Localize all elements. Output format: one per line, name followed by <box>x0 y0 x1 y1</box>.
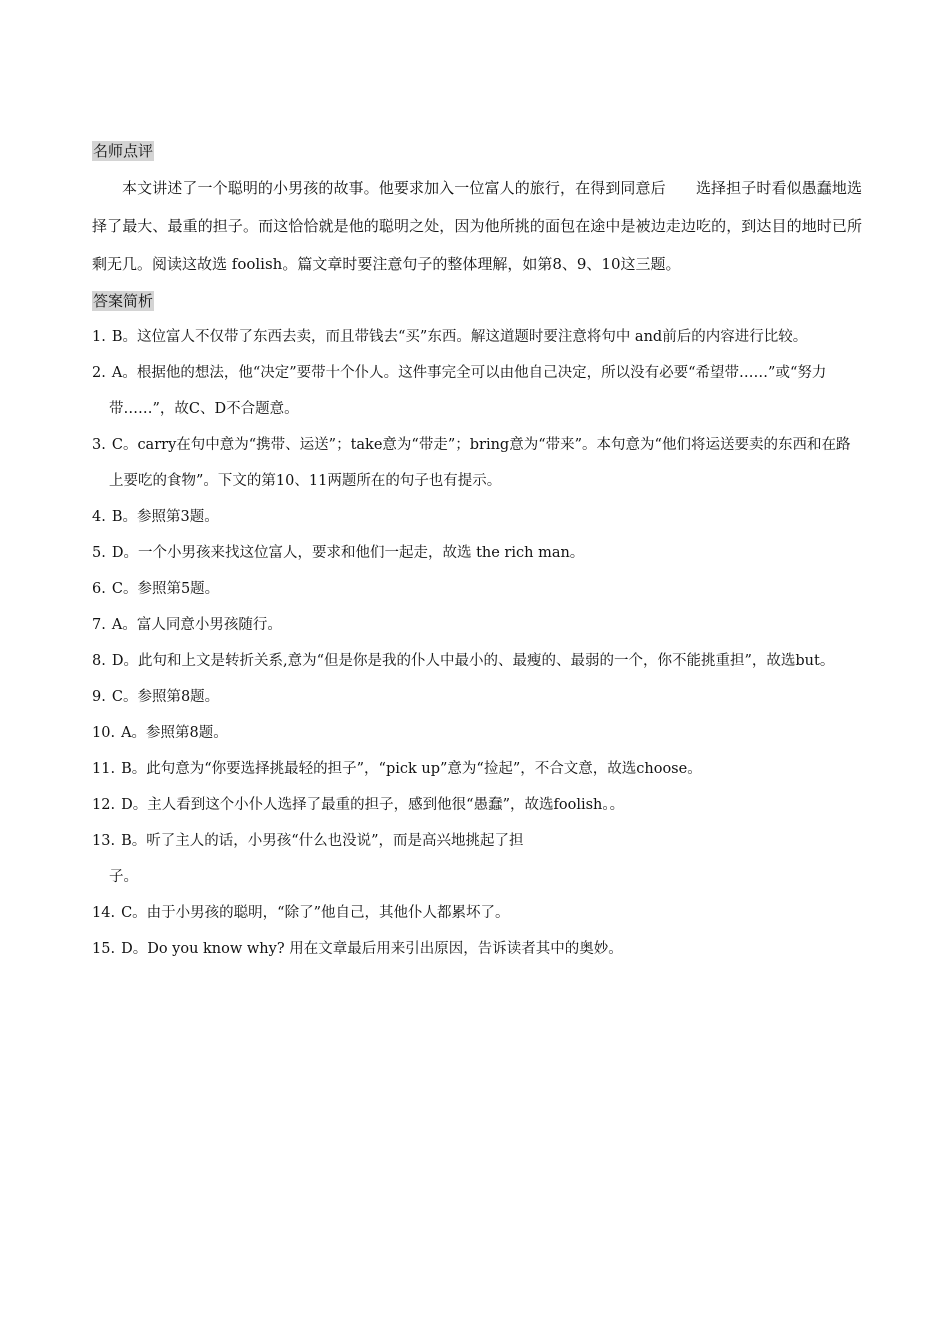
answer-number: 9. <box>92 689 106 705</box>
review-heading-row <box>92 133 862 169</box>
answer-item <box>92 787 862 823</box>
answer-number: 4. <box>92 509 106 525</box>
answer-number: 12. <box>92 797 116 813</box>
answer-item <box>92 499 862 535</box>
answer-number: 1. <box>92 329 106 345</box>
answer-text: C。参照第5题。 <box>111 581 220 597</box>
answer-item <box>92 715 862 751</box>
answer-number: 13. <box>92 833 116 849</box>
answer-text: B。听了主人的话，小男孩“什么也没说”，而是高兴地挑起了担 子。 <box>109 833 524 885</box>
answer-number: 3. <box>92 437 106 453</box>
answer-item <box>92 607 862 643</box>
answer-number: 6. <box>92 581 106 597</box>
answer-number: 5. <box>92 545 106 561</box>
answer-number: 7. <box>92 617 106 633</box>
answer-text: D。Do you know why? 用在文章最后用来引出原因，告诉读者其中的奥妙。 <box>121 941 623 957</box>
answer-item <box>92 751 862 787</box>
answer-number: 2. <box>92 365 106 381</box>
answer-text: D。主人看到这个小仆人选择了最重的担子，感到他很“愚蠢”，故选foolish。。 <box>121 797 625 813</box>
answer-number: 15. <box>92 941 116 957</box>
review-paragraph: 本文讲述了一个聪明的小男孩的故事。他要求加入一位富人的旅行，在得到同意后 选择担子时看似愚蠢地选择了最大、最重的担子。而这恰恰就是他的聪明之处，因为他所挑的面包在途中是被边走边吃的，到达目的地时已所剩无几。阅读这故选 foolish。篇文章时要注意句子的整体理解，如第8、9、10这三题。 <box>92 179 862 273</box>
answer-number: 14. <box>92 905 116 921</box>
answer-number: 11. <box>92 761 116 777</box>
answer-item <box>92 679 862 715</box>
answer-item <box>92 355 862 427</box>
answer-item <box>92 535 862 571</box>
answer-text: A。富人同意小男孩随行。 <box>111 617 282 633</box>
answer-text: B。这位富人不仅带了东西去卖，而且带钱去“买”东西。解这道题时要注意将句中 and前后的内容进行比较。 <box>111 329 808 345</box>
answer-text: C。由于小男孩的聪明，“除了”他自己，其他仆人都累坏了。 <box>121 905 510 921</box>
answer-text: B。参照第3题。 <box>111 509 219 525</box>
document-page <box>92 133 862 967</box>
review-heading: 名师点评 <box>93 142 154 160</box>
answers-heading-row <box>92 283 862 319</box>
answer-text: A。根据他的想法，他“决定”要带十个仆人。这件事完全可以由他自己决定，所以没有必要“希望带……”或“努力带……”，故C、D不合题意。 <box>109 365 827 417</box>
answer-text: D。此句和上文是转折关系,意为“但是你是我的仆人中最小的、最瘦的、最弱的一个，你不能挑重担”，故选but。 <box>111 653 835 669</box>
answer-text: D。一个小男孩来找这位富人，要求和他们一起走，故选 the rich man。 <box>111 545 585 561</box>
answer-item <box>92 931 862 967</box>
answer-item <box>92 823 862 895</box>
answers-heading: 答案简析 <box>93 292 154 310</box>
answer-number: 10. <box>92 725 116 741</box>
answer-item <box>92 427 862 499</box>
answer-text: A。参照第8题。 <box>121 725 228 741</box>
answer-text: C。carry在句中意为“携带、运送”；take意为“带走”；bring意为“带来”。本句意为“他们将运送要卖的东西和在路上要吃的食物”。下文的第10、11两题所在的句子也有提示。 <box>109 437 851 489</box>
answer-text: B。此句意为“你要选择挑最轻的担子”，“pick up”意为“捡起”，不合文意，故选choose。 <box>121 761 702 777</box>
answer-item <box>92 571 862 607</box>
answer-text: C。参照第8题。 <box>111 689 220 705</box>
answer-item <box>92 895 862 931</box>
answer-item <box>92 319 862 355</box>
answer-number: 8. <box>92 653 106 669</box>
answer-list <box>92 319 862 967</box>
answer-item <box>92 643 862 679</box>
